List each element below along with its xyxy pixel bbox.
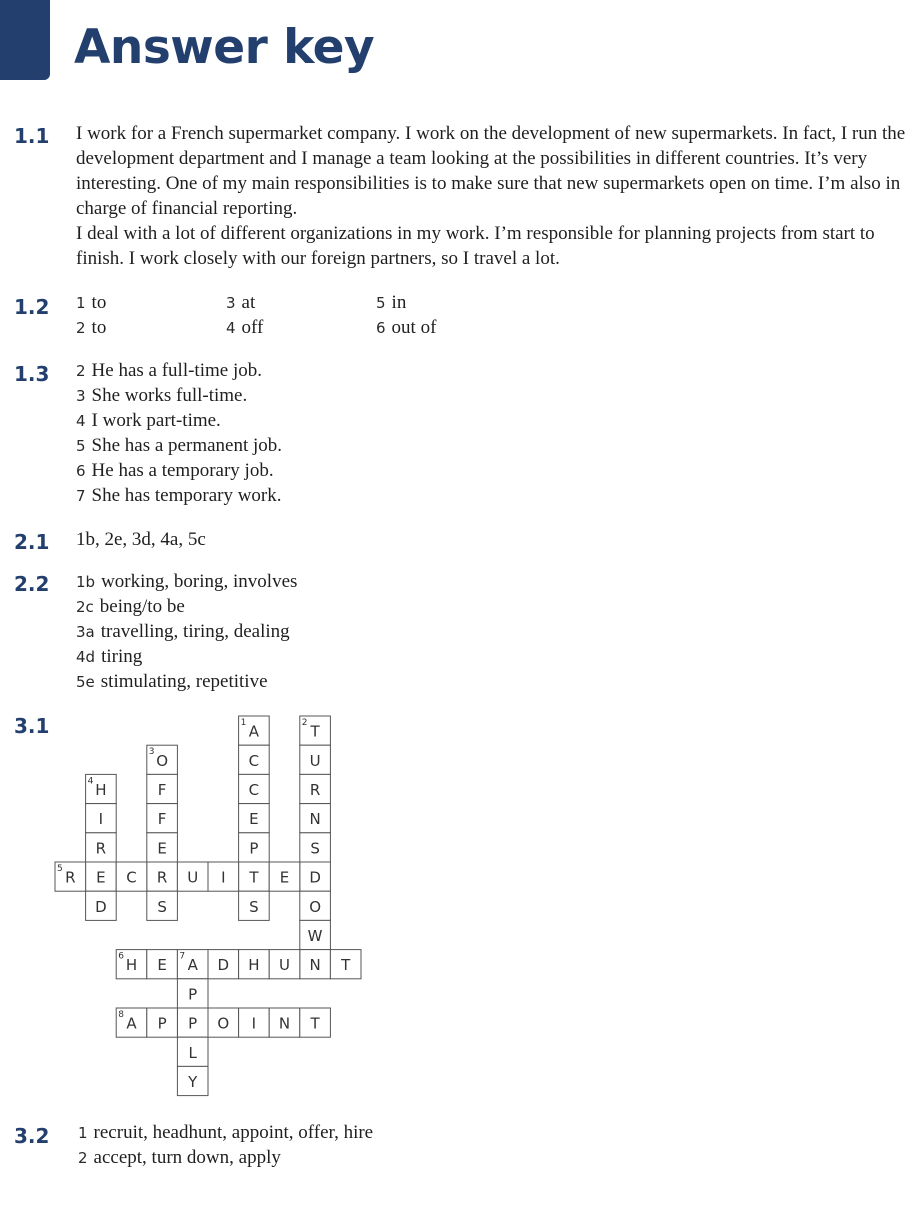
page-title: Answer key: [74, 20, 375, 75]
list-item: 2 He has a full-time job.: [76, 360, 262, 381]
crossword-letter: N: [309, 810, 321, 829]
crossword-clue-number: 7: [179, 951, 186, 962]
crossword-letter: I: [221, 868, 226, 887]
crossword-letter: U: [279, 956, 290, 975]
section-number-3-1: 3.1: [14, 714, 50, 738]
crossword-letter: E: [157, 839, 167, 858]
crossword-clue-number: 8: [118, 1010, 124, 1020]
crossword-letter: A: [248, 722, 260, 741]
list-item: 1b working, boring, involves: [76, 571, 298, 592]
crossword-letter: A: [187, 956, 198, 975]
crossword-letter: N: [278, 1014, 291, 1033]
crossword-letter: O: [217, 1014, 230, 1033]
answer-1-1-paragraph-2: I deal with a lot of different organizations in my work. I’m responsible for planning projects from start to finish. I work closely with our foreign partners, so I travel a lot.: [76, 223, 875, 269]
list-item: 3 She works full-time.: [76, 385, 248, 406]
list-item: 2 accept, turn down, apply: [78, 1147, 281, 1168]
crossword-clue-number: 5: [57, 864, 63, 874]
crossword-letter: T: [249, 868, 259, 887]
crossword-letter: L: [188, 1043, 197, 1062]
list-item: 6 out of: [376, 317, 437, 338]
list-item: 4 off: [226, 317, 264, 338]
crossword-letter: T: [310, 1014, 320, 1033]
crossword-letter: E: [249, 810, 259, 829]
section-number-1-3: 1.3: [14, 362, 50, 386]
crossword-clue-number: 6: [118, 951, 124, 962]
crossword-letter: S: [310, 839, 320, 858]
crossword-letter: R: [309, 781, 321, 799]
crossword-letter: P: [188, 985, 198, 1004]
crossword-letter: A: [126, 1014, 137, 1033]
crossword-letter: N: [309, 956, 321, 975]
list-item: 2c being/to be: [76, 596, 185, 617]
crossword-letter: U: [187, 868, 199, 887]
list-item: 7 She has temporary work.: [76, 485, 282, 506]
crossword-letter: F: [157, 810, 167, 829]
crossword-letter: P: [157, 1014, 167, 1033]
crossword-letter: O: [156, 751, 169, 770]
crossword-letter: E: [157, 956, 167, 975]
crossword-clue-number: 1: [240, 718, 247, 728]
list-item: 1 recruit, headhunt, appoint, offer, hire: [78, 1122, 374, 1143]
crossword-letter: S: [157, 897, 167, 916]
list-item: 3 at: [226, 292, 256, 313]
crossword-letter: W: [307, 927, 323, 945]
section-number-3-2: 3.2: [14, 1124, 50, 1148]
section-number-2-1: 2.1: [14, 530, 50, 554]
crossword-letter: D: [309, 868, 321, 887]
crossword-letter: O: [309, 897, 322, 916]
crossword-letter: I: [251, 1014, 257, 1033]
crossword-clue-number: 3: [148, 747, 155, 758]
crossword-letter: T: [310, 722, 320, 741]
crossword-letter: H: [248, 956, 260, 975]
crossword-letter: E: [279, 868, 290, 887]
crossword-letter: I: [98, 810, 104, 829]
list-item: 5 in: [376, 292, 407, 313]
crossword-clue-number: 4: [87, 776, 94, 787]
crossword-letter: P: [188, 1014, 198, 1033]
list-item: 4 I work part-time.: [76, 410, 221, 431]
list-item: 1 to: [76, 292, 107, 313]
answer-2-1: 1b, 2e, 3d, 4a, 5c: [76, 529, 206, 550]
crossword-letter: D: [95, 897, 107, 916]
crossword-letter: D: [217, 956, 230, 975]
crossword-letter: R: [65, 868, 76, 887]
section-number-1-1: 1.1: [14, 124, 50, 148]
crossword-letter: C: [248, 751, 260, 770]
crossword-clue-number: 2: [301, 718, 308, 728]
answer-1-1-paragraph-1: I work for a French supermarket company. I work on the development of new supermarkets. In fact, I run the development department and I manage a team looking at the possibilities in different countries. It’s very interesting. One of my main responsibilities is to make sure that new supermarkets open on time. I’m also in charge of financial reporting.: [76, 123, 906, 219]
crossword-letter: H: [95, 781, 107, 799]
crossword-letter: S: [249, 897, 259, 916]
crossword-letter: P: [249, 839, 259, 858]
list-item: 5 She has a permanent job.: [76, 435, 283, 456]
list-item: 3a travelling, tiring, dealing: [76, 621, 290, 642]
crossword-letter: C: [126, 868, 137, 887]
list-item: 4d tiring: [76, 646, 143, 667]
crossword-letter: T: [341, 956, 351, 975]
crossword-letter: C: [248, 781, 260, 799]
section-number-1-2: 1.2: [14, 295, 50, 319]
answer-3-2-list: [78, 1120, 373, 1170]
crossword-letter: U: [309, 751, 321, 770]
crossword-letter: F: [157, 781, 167, 799]
crossword-letter: H: [125, 956, 138, 975]
crossword-letter: E: [96, 868, 106, 887]
section-number-2-2: 2.2: [14, 572, 50, 596]
list-item: 5e stimulating, repetitive: [76, 671, 268, 692]
crossword-letter: R: [156, 868, 168, 887]
list-item: 2 to: [76, 317, 107, 338]
list-item: 6 He has a temporary job.: [76, 460, 274, 481]
crossword-letter: Y: [188, 1073, 198, 1091]
crossword-letter: R: [95, 839, 107, 858]
